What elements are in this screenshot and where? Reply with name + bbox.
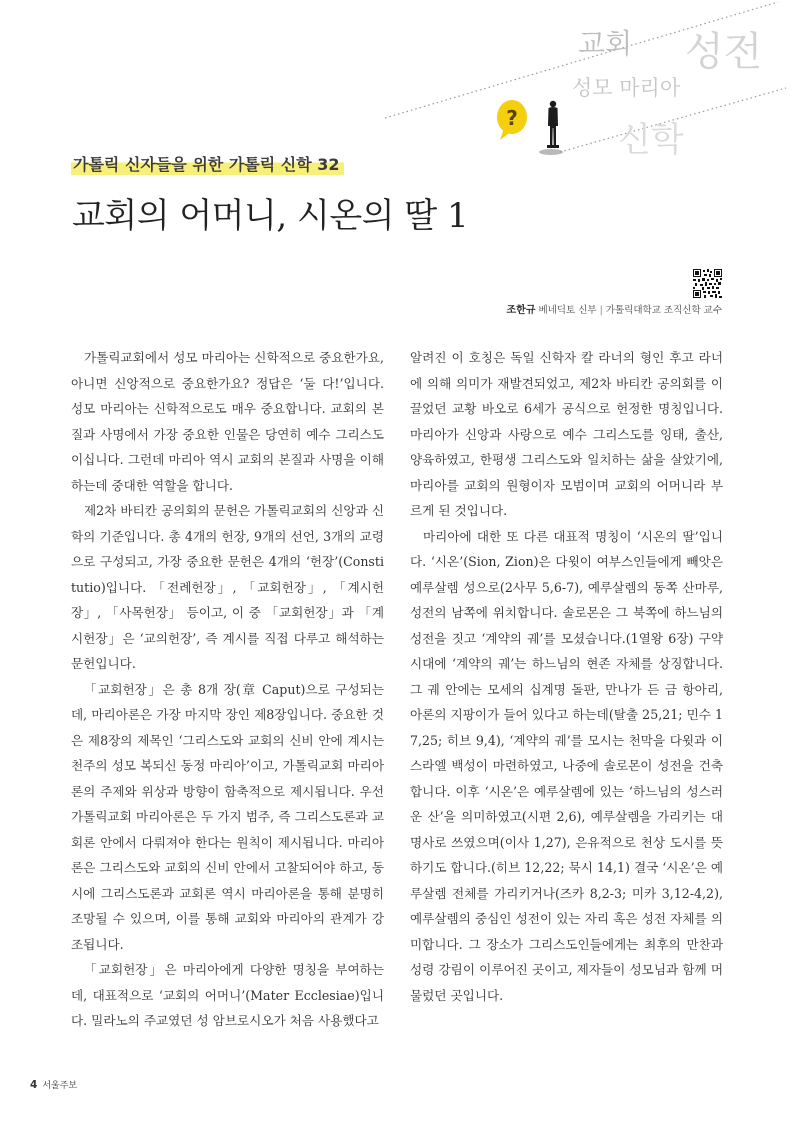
svg-text:?: ? xyxy=(506,106,518,130)
publication-name: 서울주보 xyxy=(42,1081,78,1091)
paragraph: 「교회헌장」은 마리아에게 다양한 명칭을 부여하는데, 대표적으로 ‘교회의 어머니’(Mater Ecclesiae)입니다. 밀라노의 주교였던 성 암브로시오가 처음 사용했다고 xyxy=(71,962,384,1028)
standing-man-silhouette xyxy=(547,101,559,148)
paragraph: 제2차 바티칸 공의회의 문헌은 가톨릭교회의 신앙과 신학의 기준입니다. 총 4개의 헌장, 9개의 선언, 3개의 교령으로 구성되고, 가장 중요한 문헌은 4개의 ‘헌장’(Constitutio)입니다. 「전례헌장」, 「교회헌장」, 「계시헌장」, 「사목헌장」 등이고, 이 중 「교회헌장」과 「계시헌장」은 ‘교의헌장’, 즉 계시를 직접 다루고 해석하는 문헌입니다. xyxy=(71,503,384,671)
author-name: 조한규 xyxy=(506,305,536,316)
deco-word-church: 교회 xyxy=(578,27,633,60)
paragraph: 마리아에 대한 또 다른 대표적 명칭이 ‘시온의 딸’입니다. ‘시온’(Sion, Zion)은 다윗이 여부스인들에게 빼앗은 예루살렘 성으로(2사무 5,6-7), 예루살렘의 동쪽 산마루, 성전의 남쪽에 위치합니다. 솔로몬은 그 북쪽에 하느님의 성전을 짓고 ‘계약의 궤’를 모셨습니다.(1열왕 6장) 구약 시대에 ‘계약의 궤’는 하느님의 현존 자체를 상징합니다. 그 궤 안에는 모세의 십계명 돌판, 만나가 든 금 항아리, 아론의 지팡이가 들어 있다고 하는데(탈출 25,21; 민수 17,25; 히브 9,4), ‘계약의 궤’를 모시는 천막을 다윗과 이스라엘 백성이 마련하였고, 나중에 솔로몬이 성전을 건축합니다. 이후 ‘시온’은 예루살렘에 있는 ‘하느님의 성스러운 산’을 의미하였고(시편 2,6), 예루살렘을 가리키는 대명사로 쓰였으며(이사 1,27), 은유적으로 천상 도시를 뜻하기도 합니다.(히브 12,22; 묵시 14,1) 결국 ‘시온’은 예루살렘 전체를 가리키거나(즈카 8,2-3; 미카 3,12-4,2), 예루살렘의 중심인 성전이 있는 자리 혹은 성전 자체를 의미합니다. 그 장소가 그리스도인들에게는 최후의 만찬과 성령 강림이 이루어진 곳이고, 제자들이 성모님과 함께 머물렀던 곳입니다. xyxy=(410,528,723,1003)
author-affiliation: 가톨릭대학교 조직신학 교수 xyxy=(605,305,722,316)
deco-word-mary: 성모 마리아 xyxy=(572,76,681,100)
article-title: 교회의 어머니, 시온의 딸 1 xyxy=(72,196,469,236)
deco-word-temple: 성전 xyxy=(685,29,763,75)
byline-separator: | xyxy=(599,305,603,316)
series-title: 가톨릭 신자들을 위한 가톨릭 신학 32 xyxy=(71,152,344,175)
deco-word-theology: 신학 xyxy=(618,120,684,160)
qr-code[interactable] xyxy=(693,269,722,298)
paragraph: 「교회헌장」은 총 8개 장(章 Caput)으로 구성되는데, 마리아론은 가장 마지막 장인 제8장입니다. 중요한 것은 제8장의 제목인 ‘그리스도와 교회의 신비 안에 계시는 천주의 성모 복되신 동정 마리아’이고, 가톨릭교회 마리아론의 주제와 위상과 방향이 함축적으로 제시됩니다. 우선 가톨릭교회 마리아론은 두 가지 범주, 즉 그리스도론과 교회론 안에서 다뤄져야 한다는 원칙이 제시됩니다. 마리아론은 그리스도와 교회의 신비 안에서 고찰되어야 하고, 동시에 그리스도론과 교회론 역시 마리아론을 통해 분명히 조망될 수 있으며, 이를 통해 교회와 마리아의 관계가 강조됩니다. xyxy=(71,681,384,952)
question-bubble-icon xyxy=(497,100,527,140)
byline xyxy=(507,301,722,316)
body-column-left xyxy=(71,345,384,1034)
paragraph: 알려진 이 호칭은 독일 신학자 칼 라너의 형인 후고 라너에 의해 의미가 재발견되었고, 제2차 바티칸 공의회를 이끌었던 교황 바오로 6세가 공식으로 헌정한 명칭입니다. 마리아가 신앙과 사랑으로 예수 그리스도를 잉태, 출산, 양육하였고, 한평생 그리스도와 일치하는 삶을 살았기에, 마리아를 교회의 원형이자 모범이며 교회의 어머니라 부르게 된 것입니다. xyxy=(410,350,723,518)
page-footer xyxy=(30,1078,77,1091)
page-number: 4 xyxy=(30,1079,38,1091)
paragraph: 가톨릭교회에서 성모 마리아는 신학적으로 중요한가요, 아니면 신앙적으로 중요한가요? 정답은 ‘둘 다!’입니다. 성모 마리아는 신학적으로도 매우 중요합니다. 교회의 본질과 사명에서 가장 중요한 인물은 당연히 예수 그리스도이십니다. 그런데 마리아 역시 교회의 본질과 사명을 이해하는데 중대한 역할을 합니다. xyxy=(71,350,384,493)
author-role: 베네딕토 신부 xyxy=(538,305,597,316)
body-column-right xyxy=(410,345,723,1008)
